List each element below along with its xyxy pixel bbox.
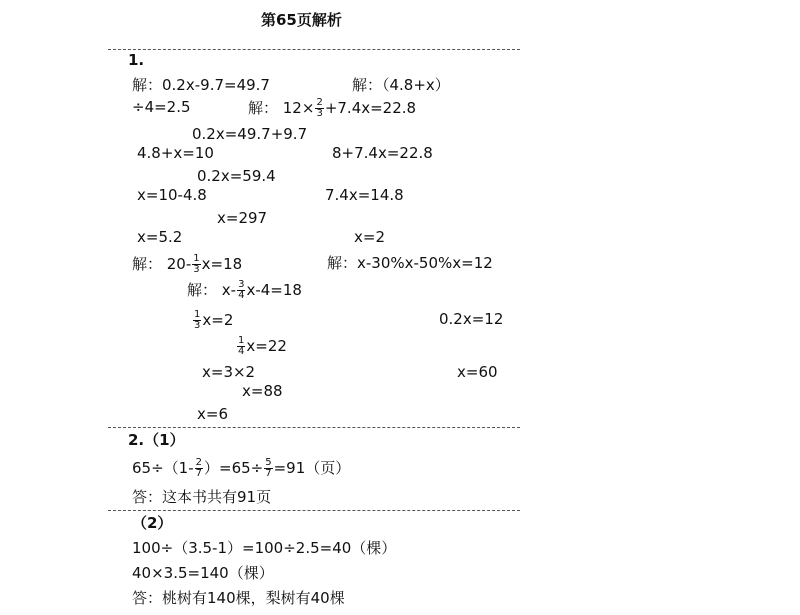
answer-line: 答：这本书共有91页 bbox=[132, 488, 272, 506]
equation-line: 解： 12× $\frac{2}{3}$ +7.4x=22.8 bbox=[248, 97, 417, 119]
equation-line: 解： x- $\frac{3}{4}$ x-4=18 bbox=[187, 279, 302, 301]
equation-line: 0.2x=59.4 bbox=[197, 167, 276, 185]
question-1-label: 1. bbox=[128, 51, 145, 69]
equation-line: $\frac{1}{4}$ x=22 bbox=[238, 335, 287, 357]
fraction: $\frac{2}{7}$ bbox=[195, 457, 202, 479]
fraction: $\frac{3}{4}$ bbox=[238, 279, 245, 301]
fraction: $\frac{1}{3}$ bbox=[194, 309, 201, 331]
equation-line: x=60 bbox=[457, 363, 498, 381]
answer-line: 答：桃树有140棵，梨树有40棵 bbox=[132, 589, 345, 607]
equation-line: x=2 bbox=[354, 228, 385, 246]
sub-question-label: （2） bbox=[132, 514, 173, 532]
equation-line: x=6 bbox=[197, 405, 228, 423]
page-title: 第65页解析 bbox=[261, 11, 342, 29]
equation-line: 解：（4.8+x） bbox=[352, 76, 450, 94]
equation-line: x=297 bbox=[217, 209, 268, 227]
equation-line: 65÷（1- $\frac{2}{7}$ ）=65÷ $\frac{5}{7}$ =91（页） bbox=[132, 457, 351, 479]
equation-line: x=5.2 bbox=[137, 228, 183, 246]
equation-line: 0.2x=12 bbox=[439, 310, 504, 328]
question-2-label: 2.（1） bbox=[128, 431, 185, 449]
divider bbox=[108, 510, 520, 511]
fraction: $\frac{2}{3}$ bbox=[316, 97, 323, 119]
equation-line: 7.4x=14.8 bbox=[325, 186, 404, 204]
equation-line: 0.2x=49.7+9.7 bbox=[192, 125, 308, 143]
equation-line: 解：0.2x-9.7=49.7 bbox=[132, 76, 270, 94]
equation-line: x=3×2 bbox=[202, 363, 256, 381]
equation-line: ÷4=2.5 bbox=[132, 98, 191, 116]
equation-line: 解：x-30%x-50%x=12 bbox=[327, 254, 493, 272]
equation-line: 8+7.4x=22.8 bbox=[332, 144, 433, 162]
divider bbox=[108, 49, 520, 50]
fraction: $\frac{1}{3}$ bbox=[193, 253, 200, 275]
equation-line: x=10-4.8 bbox=[137, 186, 207, 204]
fraction: $\frac{5}{7}$ bbox=[265, 457, 272, 479]
equation-line: $\frac{1}{3}$ x=2 bbox=[194, 309, 234, 331]
fraction: $\frac{1}{4}$ bbox=[238, 335, 245, 357]
equation-line: x=88 bbox=[242, 382, 283, 400]
equation-line: 解： 20- $\frac{1}{3}$ x=18 bbox=[132, 253, 243, 275]
equation-line: 4.8+x=10 bbox=[137, 144, 214, 162]
divider bbox=[108, 427, 520, 428]
equation-line: 40×3.5=140（棵） bbox=[132, 564, 274, 582]
equation-line: 100÷（3.5-1）=100÷2.5=40（棵） bbox=[132, 539, 397, 557]
